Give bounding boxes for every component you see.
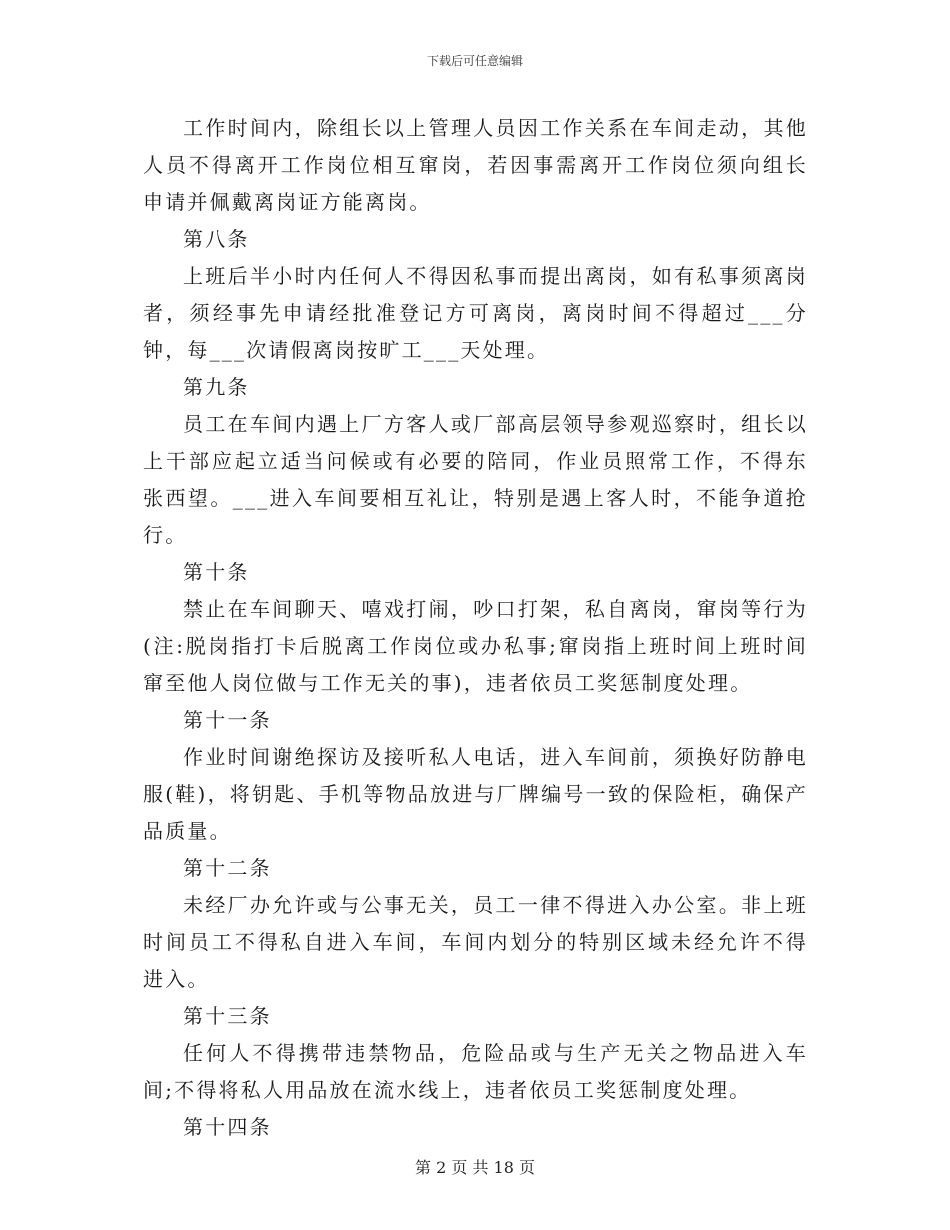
page-footer: 第 2 页 共 18 页 bbox=[415, 1158, 535, 1177]
article-heading: 第十条 bbox=[183, 560, 250, 584]
page-header: 下载后可任意编辑 bbox=[426, 54, 523, 68]
article-heading: 第十一条 bbox=[183, 708, 272, 732]
article-heading: 第十二条 bbox=[183, 856, 272, 880]
article-heading: 第八条 bbox=[183, 227, 250, 251]
paragraph: 上班后半小时内任何人不得因私事而提出离岗，如有私事须离岗者，须经事先申请经批准登记方可离岗，离岗时间不得超过___分钟，每___次请假离岗按旷工___天处理。 bbox=[143, 264, 808, 362]
paragraph: 作业时间谢绝探访及接听私人电话，进入车间前，须换好防静电服(鞋)，将钥匙、手机等物品放进与厂牌编号一致的保险柜，确保产品质量。 bbox=[143, 745, 808, 843]
article-heading: 第九条 bbox=[183, 375, 250, 399]
paragraph: 未经厂办允许或与公事无关，员工一律不得进入办公室。非上班时间员工不得私自进入车间，车间内划分的特别区域未经允许不得进入。 bbox=[143, 893, 808, 991]
paragraph: 禁止在车间聊天、嘻戏打闹，吵口打架，私自离岗，窜岗等行为(注:脱岗指打卡后脱离工作岗位或办私事;窜岗指上班时间上班时间窜至他人岗位做与工作无关的事)，违者依员工奖惩制度处理。 bbox=[143, 597, 808, 695]
article-heading: 第十四条 bbox=[183, 1115, 272, 1139]
document-body bbox=[143, 110, 808, 1146]
paragraph: 工作时间内，除组长以上管理人员因工作关系在车间走动，其他人员不得离开工作岗位相互窜岗，若因事需离开工作岗位须向组长申请并佩戴离岗证方能离岗。 bbox=[143, 116, 808, 214]
paragraph: 任何人不得携带违禁物品，危险品或与生产无关之物品进入车间;不得将私人用品放在流水线上，违者依员工奖惩制度处理。 bbox=[143, 1041, 808, 1102]
paragraph: 员工在车间内遇上厂方客人或厂部高层领导参观巡察时，组长以上干部应起立适当问候或有必要的陪同，作业员照常工作，不得东张西望。___进入车间要相互礼让，特别是遇上客人时，不能争道抢行。 bbox=[143, 412, 808, 547]
article-heading: 第十三条 bbox=[183, 1004, 272, 1028]
